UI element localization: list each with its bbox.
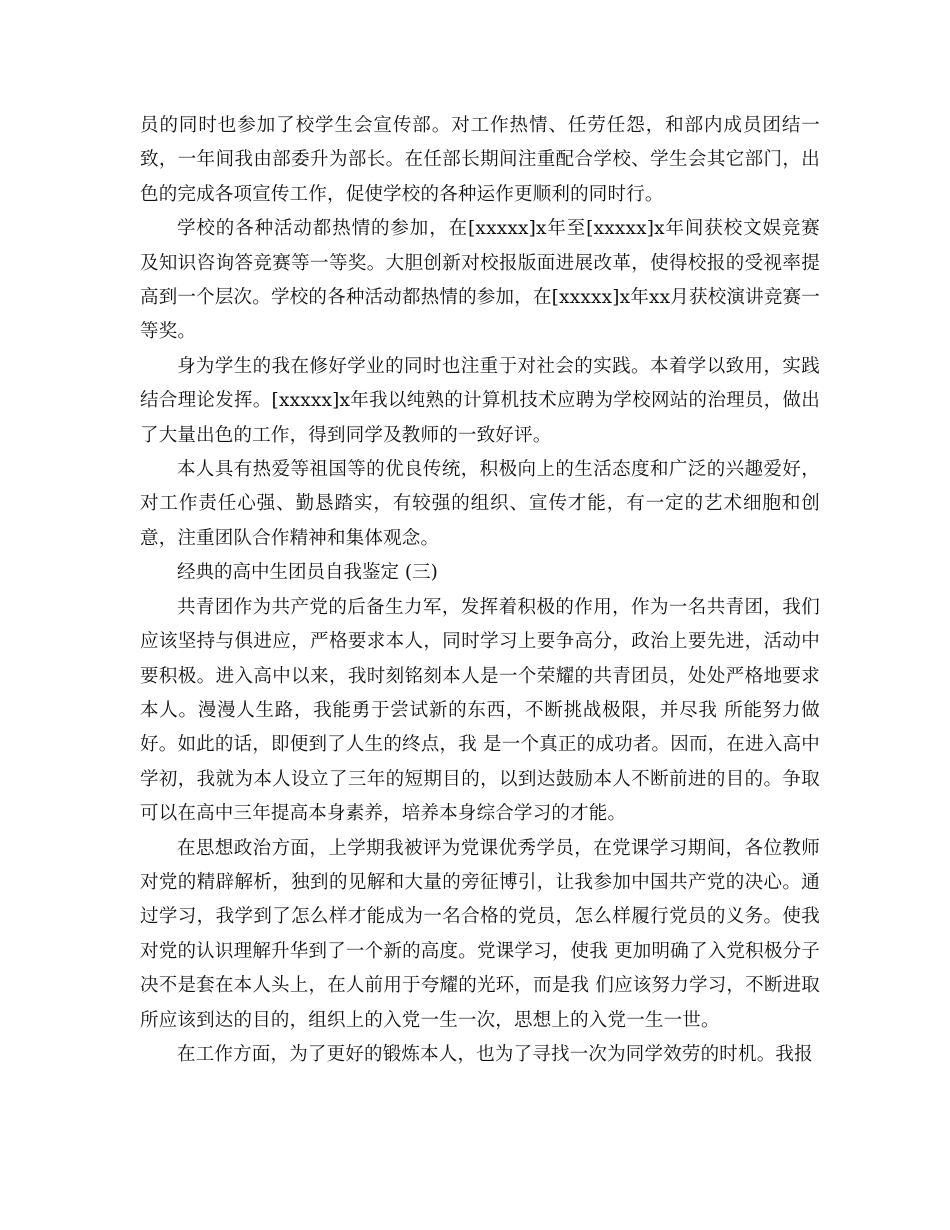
- paragraph-2: 学校的各种活动都热情的参加，在[xxxxx]x年至[xxxxx]x年间获校文娱竞赛及知识咨询答竞赛等一等奖。大胆创新对校报版面进展改革，使得校报的受视率提高到一个层次。学校的各种活动都热情的参加，在[xxxxx]x年xx月获校演讲竞赛一等奖。: [140, 218, 820, 343]
- paragraph-5: 共青团作为共产党的后备生力军，发挥着积极的作用，作为一名共青团，我们应该坚持与俱进应，严格要求本人，同时学习上要争高分，政治上要先进，活动中要积极。进入高中以来，我时刻铭刻本人是一个荣耀的共青团员，处处严格地要求本人。漫漫人生路，我能勇于尝试新的东西，不断挑战极限，并尽我 所能努力做好。如此的话，即便到了人生的终点，我 是一个真正的成功者。因而，在进入高中学初，我就为本人设立了三年的短期目的，以到达鼓励本人不断前进的目的。争取可以在高中三年提高本身素养，培养本身综合学习的才能。: [140, 596, 820, 825]
- section-heading: 经典的高中生团员自我鉴定 (三): [177, 562, 438, 584]
- paragraph-4: 本人具有热爱等祖国等的优良传统，积极向上的生活态度和广泛的兴趣爱好，对工作责任心强、勤恳踏实，有较强的组织、宣传才能，有一定的艺术细胞和创意，注重团队合作精神和集体观念。: [140, 459, 820, 549]
- document-body: [140, 109, 820, 1072]
- paragraph-3: 身为学生的我在修好学业的同时也注重于对社会的实践。本着学以致用，实践结合理论发挥。[xxxxx]x年我以纯熟的计算机技术应聘为学校网站的治理员，做出了大量出色的工作，得到同学及教师的一致好评。: [140, 355, 820, 446]
- paragraph-6: 在思想政治方面，上学期我被评为党课优秀学员，在党课学习期间，各位教师对党的精辟解析，独到的见解和大量的旁征博引，让我参加中国共产党的决心。通过学习，我学到了怎么样才能成为一名合格的党员，怎么样履行党员的义务。使我对党的认识理解升华到了一个新的高度。党课学习，使我 更加明确了入党积极分子决不是套在本人头上，在人前用于夸耀的光环，而是我 们应该努力学习，不断进取所应该到达的目的，组织上的入党一生一次，思想上的入党一生一世。: [140, 837, 820, 1031]
- paragraph-7: 在工作方面，为了更好的锻炼本人，也为了寻找一次为同学效劳的时机。我报: [177, 1043, 813, 1065]
- paragraph-1: 员的同时也参加了校学生会宣传部。对工作热情、任劳任怨，和部内成员团结一致，一年间我由部委升为部长。在任部长期间注重配合学校、学生会其它部门，出色的完成各项宣传工作，促使学校的各种运作更顺利的同时行。: [140, 115, 820, 205]
